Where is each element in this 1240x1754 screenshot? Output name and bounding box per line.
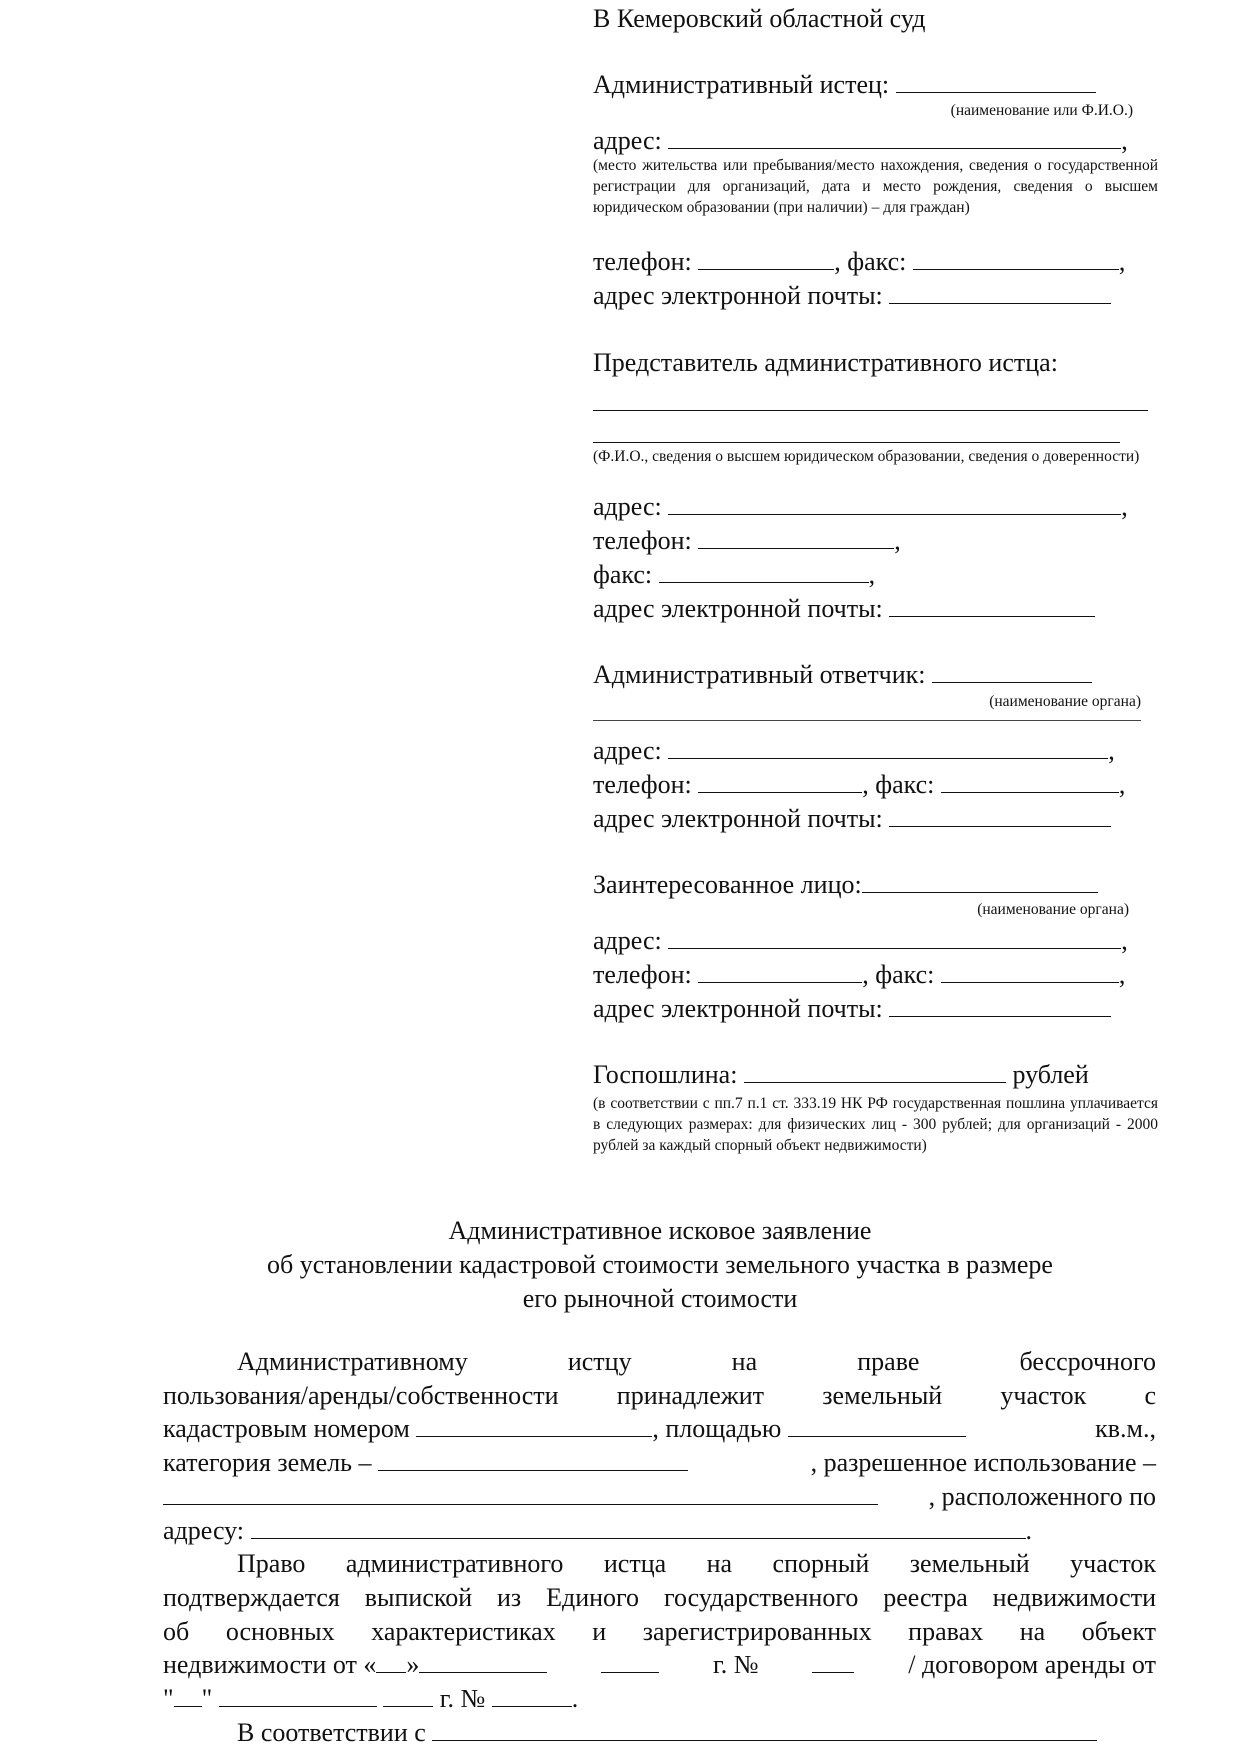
defendant-field[interactable] [932,658,1092,683]
address-label: адресу: [163,1515,251,1545]
representative-fax-field[interactable] [659,558,869,583]
interested-fax-label: , факс: [862,960,941,989]
body-p1-line6 [163,1514,1156,1548]
defendant-address-field[interactable] [668,734,1108,759]
interested-line [593,868,1098,902]
plaintiff-email-line [593,279,1111,313]
body-p1-line1: Административному истцу на праве бессрочного [237,1347,1156,1376]
defendant-email-label: адрес электронной почты: [593,804,890,833]
interested-email-field[interactable] [889,992,1111,1017]
plaintiff-address-hint: (место жительства или пребывания/место нахождения, сведения о государственной регистрации для организаций, дата и место рождения, сведения о высшем юридическом образовании (при наличии) – для граждан) [593,157,1158,216]
lease-year-field[interactable] [383,1682,433,1707]
body-p2-line4 [163,1648,1156,1682]
body-p3-line1 [163,1716,1156,1750]
defendant-email-field[interactable] [889,802,1111,827]
interested-phone-field[interactable] [698,958,862,983]
representative-field-2[interactable] [593,424,1120,443]
defendant-fax-field[interactable] [941,768,1119,793]
defendant-fax-label: , факс: [862,770,941,799]
area-label: , площадью [652,1414,788,1444]
plaintiff-phone-field[interactable] [698,245,834,270]
plaintiff-fax-field[interactable] [913,245,1119,270]
permitted-use-field[interactable] [163,1480,878,1505]
document-title [160,1214,1160,1316]
body-p1-line2: пользования/аренды/собственности принадлежит земельный участок с [163,1380,1156,1410]
representative-hint: (Ф.И.О., сведения о высшем юридическом образовании, сведения о доверенности) [593,448,1140,465]
plaintiff-address-label: адрес: [593,126,669,155]
interested-phone-label: телефон: [593,960,699,989]
body-p2-line2: подтверждается выпиской из Единого государственного реестра недвижимости [163,1582,1156,1612]
interested-field[interactable] [862,868,1098,893]
lease-quote-open: " [163,1684,174,1714]
representative-fax-line: факс: , [593,560,876,589]
defendant-email-line [593,802,1111,836]
defendant-field-2[interactable] [593,708,1141,721]
interested-email-label: адрес электронной почты: [593,994,890,1023]
plaintiff-field[interactable] [896,68,1096,93]
plaintiff-email-field[interactable] [889,279,1111,304]
cadastral-label: кадастровым номером [163,1414,417,1444]
accordance-label: В соответствии с [237,1717,433,1747]
defendant-phone-label: телефон: [593,770,699,799]
interested-address-line: адрес: , [593,926,1128,955]
land-category-label: категория земель – [163,1448,379,1478]
body-p1-line4 [163,1446,1156,1480]
title-line-2: об установлении кадастровой стоимости земельного участка в размере [267,1250,1053,1279]
plaintiff-address-field[interactable] [668,124,1121,149]
plaintiff-phone-line: телефон: , факс: , [593,247,1126,276]
body-p2-line3: об основных характеристиках и зарегистрированных правах на объект [163,1616,1156,1646]
area-unit: кв.м., [1095,1414,1156,1444]
egrn-date-close: » [406,1650,420,1680]
defendant-phone-line: телефон: , факс: , [593,770,1126,799]
lease-quote-close: " [201,1684,219,1714]
representative-phone-label: телефон: [593,526,699,555]
representative-address-label: адрес: [593,492,669,521]
interested-email-line [593,992,1111,1026]
area-field[interactable] [788,1412,966,1437]
egrn-month-field[interactable] [419,1648,547,1673]
body-p2-line5 [163,1682,1156,1716]
land-address-field[interactable] [251,1514,1026,1539]
body-p1-line5 [163,1480,1156,1514]
body-p1-line3 [163,1412,1156,1446]
representative-email-line [593,592,1095,626]
representative-label: Представитель административного истца: [593,348,1058,377]
representative-address-field[interactable] [668,490,1121,515]
cadastral-number-field[interactable] [416,1412,652,1437]
land-category-field[interactable] [378,1446,688,1471]
representative-address-line: адрес: , [593,492,1128,521]
lease-end: . [571,1684,579,1714]
title-line-1: Административное исковое заявление [448,1216,872,1245]
representative-field-1[interactable] [593,392,1148,411]
egrn-number-label: г. № [713,1650,759,1680]
representative-email-label: адрес электронной почты: [593,594,890,623]
permitted-use-label: , разрешенное использование – [810,1448,1156,1478]
interested-label: Заинтересованное лицо: [593,870,862,899]
representative-email-field[interactable] [889,592,1095,617]
representative-fax-label: факс: [593,560,659,589]
plaintiff-fax-label: , факс: [834,247,913,276]
fee-unit: рублей [1005,1060,1089,1089]
plaintiff-label: Административный истец: [593,70,896,99]
fee-label: Госпошлина: [593,1060,744,1089]
lease-number-label: г. № [433,1684,492,1714]
plaintiff-email-label: адрес электронной почты: [593,281,890,310]
plaintiff-line [593,68,1096,102]
interested-phone-line: телефон: , факс: , [593,960,1126,989]
interested-fax-field[interactable] [941,958,1119,983]
interested-address-field[interactable] [668,924,1121,949]
defendant-label: Административный ответчик: [593,660,933,689]
interested-address-label: адрес: [593,926,669,955]
fee-hint: (в соответствии с пп.7 п.1 ст. 333.19 НК РФ государственная пошлина уплачивается в следующих размерах: для физических лиц - 300 рублей; для организаций - 2000 рублей за каждый спорный объект недвижимости) [593,1095,1158,1154]
egrn-number-field[interactable] [812,1648,854,1673]
fee-line [593,1058,1089,1092]
defendant-hint: (наименование органа) [989,693,1141,710]
lease-month-field[interactable] [219,1682,377,1707]
defendant-phone-field[interactable] [698,768,862,793]
lease-day-field[interactable] [174,1682,202,1707]
representative-phone-field[interactable] [698,524,894,549]
defendant-address-label: адрес: [593,736,669,765]
title-line-3: его рыночной стоимости [522,1284,798,1313]
accordance-field[interactable] [432,1716,1097,1741]
egrn-date-label: недвижимости от « [163,1650,377,1680]
interested-hint: (наименование органа) [977,901,1129,918]
court-name: В Кемеровский областной суд [593,4,926,33]
document-body [163,1345,1156,1749]
address-end: . [1025,1515,1033,1545]
lease-label: / договором аренды от [908,1650,1156,1680]
plaintiff-phone-label: телефон: [593,247,699,276]
located-label: , расположенного по [928,1481,1156,1511]
fee-field[interactable] [744,1058,1006,1083]
representative-phone-line: телефон: , [593,526,901,555]
lease-number-field[interactable] [492,1682,572,1707]
plaintiff-address-line: адрес: , [593,126,1128,155]
egrn-day-field[interactable] [376,1648,406,1673]
defendant-address-line: адрес: , [593,736,1115,765]
plaintiff-hint: (наименование или Ф.И.О.) [950,102,1133,119]
body-p2-line1: Право административного истца на спорный земельный участок [237,1549,1156,1579]
defendant-line [593,658,1092,692]
egrn-year-field[interactable] [601,1648,659,1673]
